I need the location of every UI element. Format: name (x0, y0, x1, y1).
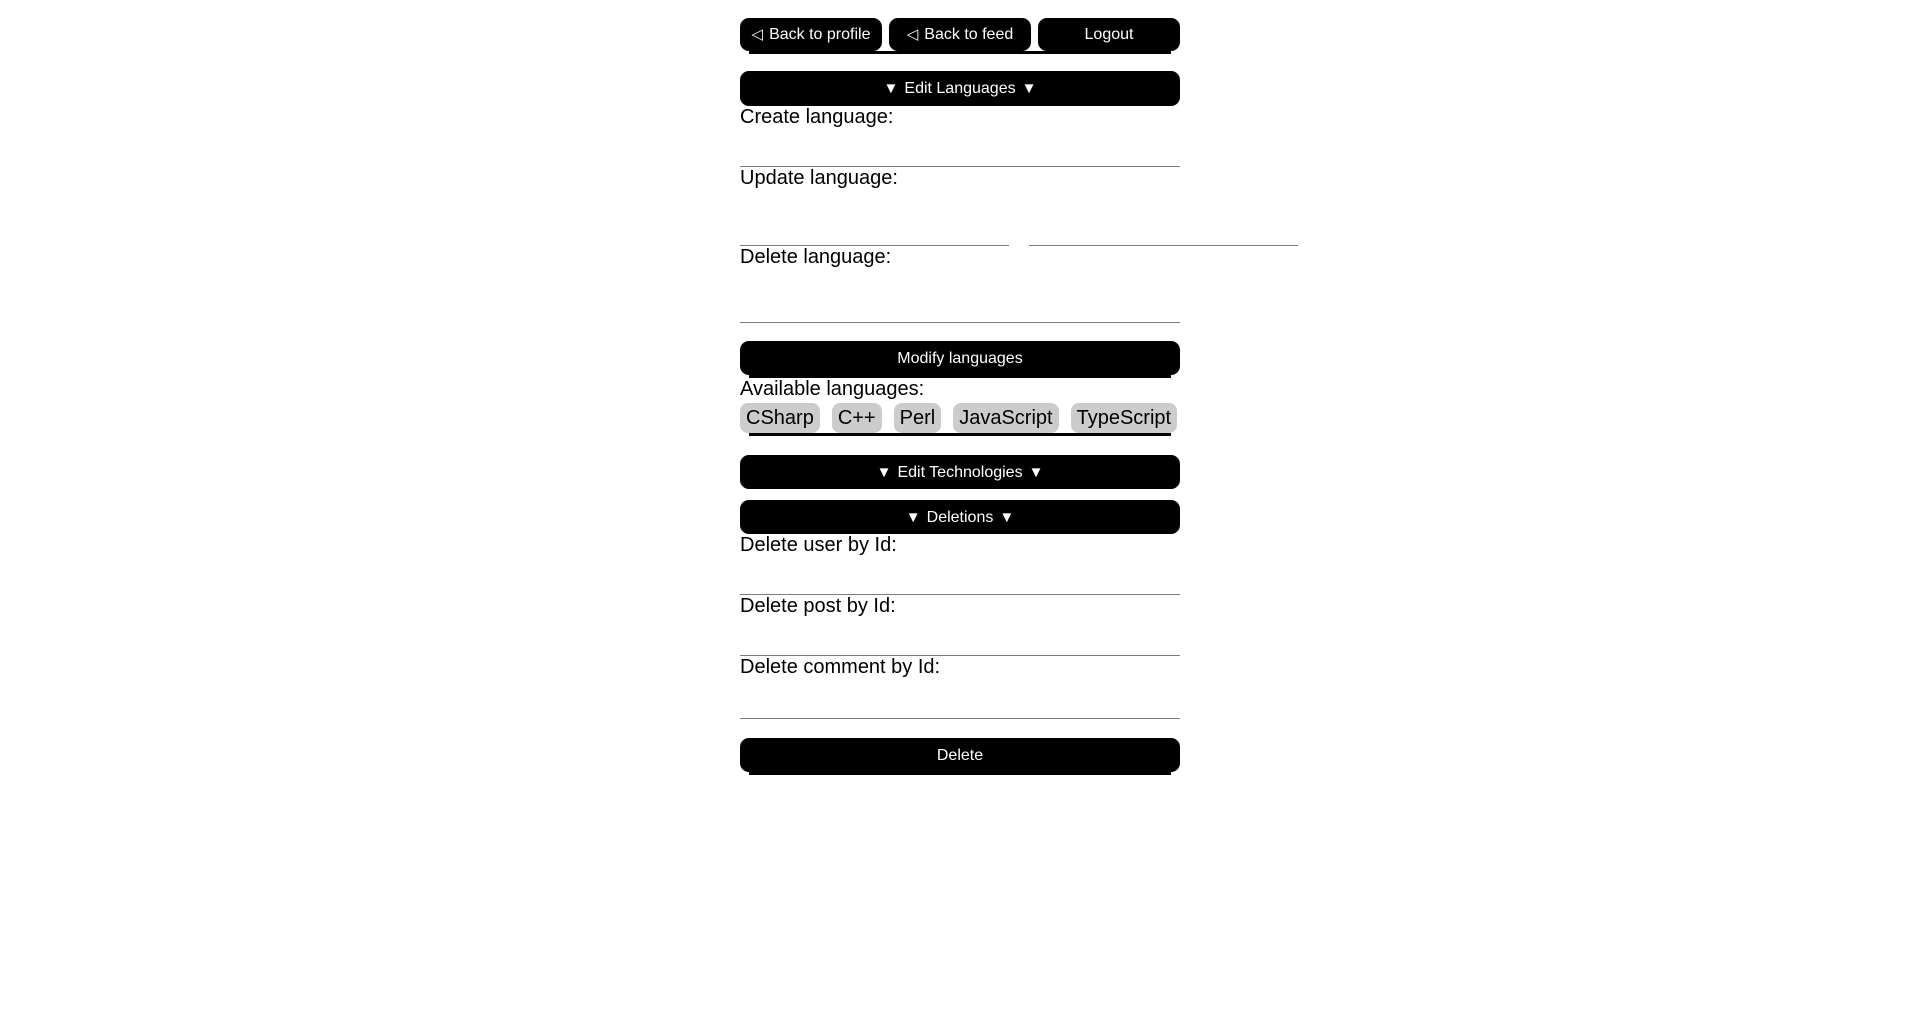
edit-languages-toggle[interactable] (740, 71, 1180, 106)
chevron-down-icon: ▼ (1028, 463, 1044, 481)
edit-languages-toggle-label: Edit Languages (904, 80, 1016, 97)
top-nav-row (740, 18, 1180, 51)
language-tag[interactable]: Perl (894, 403, 942, 433)
available-languages-label: Available languages: (740, 378, 925, 400)
chevron-down-icon: ▼ (999, 508, 1015, 526)
back-arrow-icon: ◁ (906, 26, 919, 43)
chevron-down-icon: ▼ (883, 80, 899, 97)
language-tag[interactable]: C++ (832, 403, 882, 433)
update-language-label: Update language: (740, 167, 898, 189)
update-language-new-input[interactable] (1029, 190, 1298, 246)
delete-language-label: Delete language: (740, 246, 892, 268)
create-language-input[interactable] (740, 129, 1180, 167)
chevron-down-icon: ▼ (876, 463, 892, 481)
divider (749, 772, 1171, 775)
delete-post-id-input[interactable] (740, 618, 1180, 656)
logout-label: Logout (1084, 26, 1134, 43)
delete-button-label: Delete (936, 746, 984, 764)
back-to-feed-button[interactable] (889, 18, 1031, 51)
delete-language-input[interactable] (740, 269, 1180, 323)
deletions-toggle[interactable] (740, 500, 1180, 534)
chevron-down-icon: ▼ (1021, 80, 1037, 97)
language-tag[interactable]: JavaScript (953, 403, 1058, 433)
back-to-profile-label: Back to profile (769, 26, 871, 43)
back-arrow-icon: ◁ (751, 26, 764, 43)
delete-user-label: Delete user by Id: (740, 534, 897, 556)
divider (749, 433, 1171, 436)
modify-languages-label: Modify languages (897, 349, 1023, 367)
delete-comment-label: Delete comment by Id: (740, 656, 941, 678)
update-language-old-input[interactable] (740, 190, 1009, 246)
delete-comment-id-input[interactable] (740, 679, 1180, 719)
create-language-label: Create language: (740, 106, 894, 128)
chevron-down-icon: ▼ (905, 508, 921, 526)
language-tag[interactable]: TypeScript (1071, 403, 1177, 433)
update-language-row (740, 190, 1180, 246)
language-tag[interactable]: CSharp (740, 403, 820, 433)
content-column (740, 0, 1180, 775)
logout-button[interactable] (1038, 18, 1180, 51)
edit-technologies-toggle[interactable] (740, 455, 1180, 489)
deletions-toggle-label: Deletions (926, 508, 994, 526)
back-to-feed-label: Back to feed (924, 26, 1014, 43)
edit-technologies-toggle-label: Edit Technologies (897, 463, 1023, 481)
delete-post-label: Delete post by Id: (740, 595, 896, 617)
modify-languages-button[interactable] (740, 341, 1180, 375)
back-to-profile-button[interactable] (740, 18, 882, 51)
divider (749, 51, 1171, 54)
delete-user-id-input[interactable] (740, 557, 1180, 595)
delete-button[interactable] (740, 738, 1180, 772)
language-tags (740, 403, 1180, 433)
